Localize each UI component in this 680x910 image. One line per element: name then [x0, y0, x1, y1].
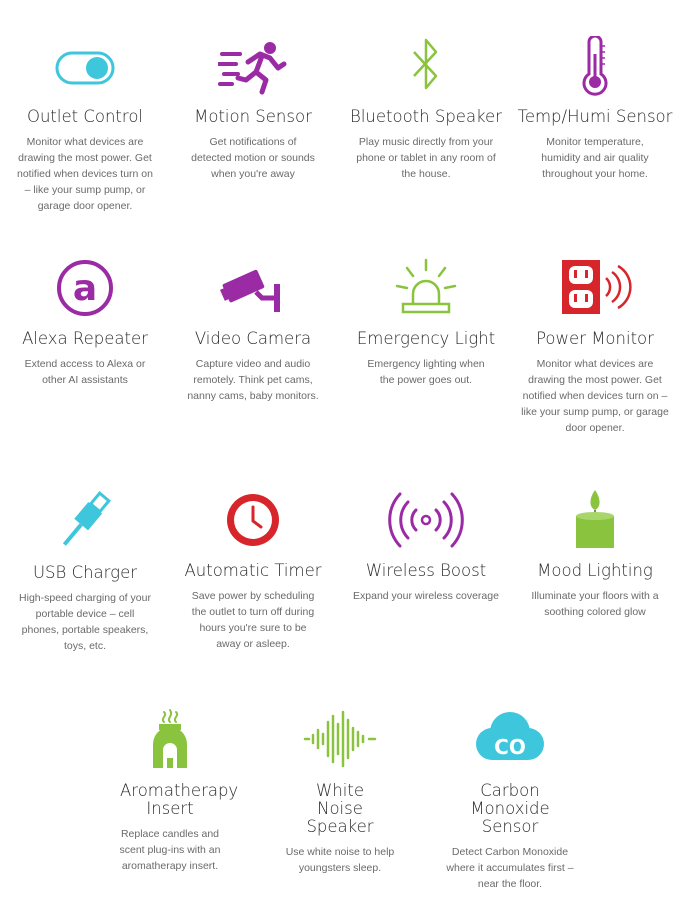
feature-title: Automatic Timer: [184, 561, 322, 580]
at-sign-icon: [55, 258, 115, 318]
feature-title: White Noise Speaker: [306, 781, 374, 836]
wireless-signal-icon: [386, 490, 466, 550]
feature-description: Save power by scheduling the outlet to turn off during hours you're sure to be away or asleep.: [191, 590, 315, 650]
feature-description: Illuminate your floors with a soothing colored glow: [531, 590, 659, 618]
feature-description: Monitor what devices are drawing the most power. Get notified when devices turn on – like your sump pump, or garage door opener.: [16, 136, 153, 212]
feature-outlet-control: [10, 40, 160, 214]
feature-video-camera: [178, 258, 328, 404]
security-camera-icon: [218, 258, 288, 318]
aroma-diffuser-icon: [145, 708, 195, 770]
sound-wave-icon: [303, 708, 377, 770]
feature-title: Bluetooth Speaker: [350, 107, 502, 126]
co-cloud-icon: [470, 708, 550, 770]
feature-motion-sensor: [178, 40, 328, 182]
feature-description: Replace candles and scent plug-ins with an aromatherapy insert.: [119, 828, 221, 872]
feature-title: Power Monitor: [536, 329, 654, 348]
feature-description: Get notifications of detected motion or sounds when you're away: [191, 136, 315, 180]
feature-title: Motion Sensor: [194, 107, 312, 126]
usb-plug-icon: [55, 490, 115, 552]
svg-text:a: a: [72, 268, 98, 309]
feature-description: High-speed charging of your portable device – cell phones, portable speakers, toys, etc.: [19, 592, 151, 652]
feature-description: Emergency lighting when the power goes out.: [367, 358, 485, 386]
feature-title: Wireless Boost: [365, 561, 487, 580]
running-person-icon: [218, 40, 288, 96]
feature-carbon-monoxide-sensor: [436, 708, 584, 892]
feature-bluetooth-speaker: [346, 36, 506, 182]
feature-description: Expand your wireless coverage: [353, 590, 499, 602]
feature-power-monitor: [515, 258, 675, 436]
feature-title: Carbon Monoxide Sensor: [470, 781, 550, 836]
feature-title: Emergency Light: [356, 329, 496, 348]
thermometer-icon: [575, 36, 615, 96]
feature-temp-humi-sensor: [515, 36, 675, 182]
co-label: CO: [494, 735, 526, 759]
feature-title: Temp/Humi Sensor: [517, 107, 673, 126]
toggle-switch-icon: [55, 40, 115, 96]
feature-mood-lighting: [515, 488, 675, 620]
feature-alexa-repeater: [10, 258, 160, 388]
feature-title: USB Charger: [32, 563, 138, 582]
feature-description: Detect Carbon Monoxide where it accumulates first – near the floor.: [446, 846, 574, 890]
feature-description: Extend access to Alexa or other AI assistants: [24, 358, 146, 386]
emergency-light-icon: [391, 258, 461, 318]
feature-title: Video Camera: [194, 329, 312, 348]
candle-icon: [570, 488, 620, 550]
feature-wireless-boost: [346, 490, 506, 604]
feature-description: Use white noise to help youngsters sleep.: [285, 846, 395, 874]
feature-description: Monitor what devices are drawing the most power. Get notified when devices turn on – like your sump pump, or garage door opener.: [521, 358, 669, 434]
feature-emergency-light: [346, 258, 506, 388]
feature-title: Mood Lighting: [537, 561, 653, 580]
feature-description: Capture video and audio remotely. Think pet cams, nanny cams, baby monitors.: [187, 358, 319, 402]
feature-white-noise-speaker: [270, 708, 410, 876]
feature-usb-charger: [10, 490, 160, 654]
feature-title: Aromatherapy Insert: [120, 781, 239, 818]
bluetooth-icon: [406, 36, 446, 96]
feature-aromatherapy-insert: [100, 708, 240, 874]
feature-description: Monitor temperature, humidity and air quality throughout your home.: [541, 136, 649, 180]
power-outlet-icon: [558, 258, 632, 318]
feature-title: Outlet Control: [26, 107, 143, 126]
feature-title: Alexa Repeater: [22, 329, 148, 348]
feature-description: Play music directly from your phone or tablet in any room of the house.: [356, 136, 496, 180]
feature-automatic-timer: [178, 490, 328, 652]
clock-icon: [223, 490, 283, 550]
